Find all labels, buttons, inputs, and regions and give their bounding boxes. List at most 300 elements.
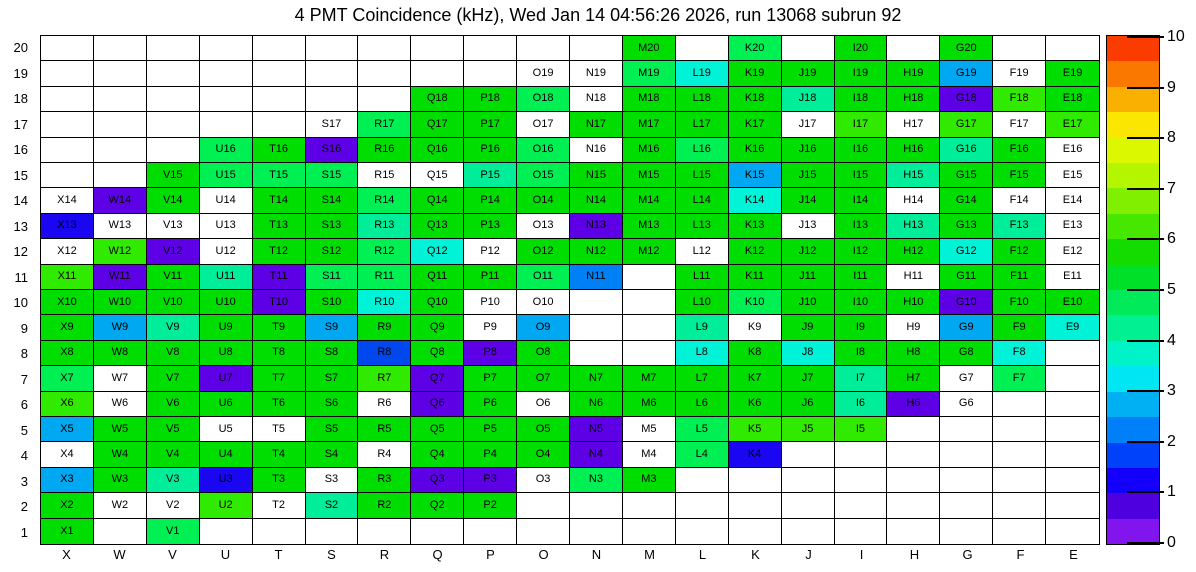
grid-cell: I7 [835, 366, 888, 391]
y-axis-tick-label: 18 [13, 91, 28, 107]
grid-cell [411, 36, 464, 61]
grid-cell: N16 [570, 138, 623, 163]
grid-cell: Q14 [411, 188, 464, 213]
grid-cell: S17 [306, 112, 359, 137]
grid-cell [782, 36, 835, 61]
colorbar-tick-label: 3 [1167, 382, 1176, 400]
grid-cell: L11 [676, 265, 729, 290]
colorbar-segment [1107, 239, 1159, 264]
grid-cell: W12 [94, 239, 147, 264]
heatmap-grid [40, 35, 1100, 545]
colorbar-segment [1107, 214, 1159, 239]
grid-cell: Q9 [411, 315, 464, 340]
grid-cell: W9 [94, 315, 147, 340]
grid-cell: I11 [835, 265, 888, 290]
grid-cell: N3 [570, 468, 623, 493]
grid-cell: L6 [676, 392, 729, 417]
grid-cell: K10 [729, 290, 782, 315]
grid-cell: L15 [676, 163, 729, 188]
x-axis-tick-label: V [168, 547, 177, 562]
grid-cell [1046, 36, 1099, 61]
grid-cell: K8 [729, 341, 782, 366]
grid-cell: X14 [41, 188, 94, 213]
grid-cell: W7 [94, 366, 147, 391]
grid-cell: Q11 [411, 265, 464, 290]
grid-cell [782, 493, 835, 518]
grid-cell: L4 [676, 442, 729, 467]
grid-cell: F10 [993, 290, 1046, 315]
grid-cell [464, 519, 517, 544]
y-axis-tick-label: 10 [13, 295, 28, 311]
grid-cell: O11 [517, 265, 570, 290]
grid-cell: O14 [517, 188, 570, 213]
grid-cell: E13 [1046, 214, 1099, 239]
grid-cell: M18 [623, 87, 676, 112]
grid-cell: E17 [1046, 112, 1099, 137]
grid-cell: R5 [358, 417, 411, 442]
grid-cell: Q2 [411, 493, 464, 518]
grid-cell [782, 519, 835, 544]
grid-cell [94, 36, 147, 61]
grid-cell: V2 [147, 493, 200, 518]
grid-cell: S3 [306, 468, 359, 493]
grid-cell: S11 [306, 265, 359, 290]
grid-cell: E14 [1046, 188, 1099, 213]
grid-cell [993, 417, 1046, 442]
grid-cell: X3 [41, 468, 94, 493]
grid-cell: K9 [729, 315, 782, 340]
colorbar-segment [1107, 468, 1159, 493]
grid-cell: K12 [729, 239, 782, 264]
grid-cell: T3 [253, 468, 306, 493]
grid-cell: K16 [729, 138, 782, 163]
grid-cell: U7 [200, 366, 253, 391]
grid-cell: V5 [147, 417, 200, 442]
grid-cell: W8 [94, 341, 147, 366]
grid-cell: Q16 [411, 138, 464, 163]
grid-cell: E9 [1046, 315, 1099, 340]
grid-cell: U9 [200, 315, 253, 340]
grid-cell: S15 [306, 163, 359, 188]
grid-cell: F13 [993, 214, 1046, 239]
grid-cell: J17 [782, 112, 835, 137]
grid-cell [570, 493, 623, 518]
grid-cell: T11 [253, 265, 306, 290]
grid-cell: O7 [517, 366, 570, 391]
grid-cell [835, 493, 888, 518]
grid-cell: G11 [940, 265, 993, 290]
colorbar-tick-label: 8 [1167, 129, 1176, 147]
grid-cell: X10 [41, 290, 94, 315]
grid-cell: R7 [358, 366, 411, 391]
x-axis-tick-label: J [805, 547, 812, 562]
grid-cell: M14 [623, 188, 676, 213]
grid-cell: T5 [253, 417, 306, 442]
grid-cell [1046, 519, 1099, 544]
grid-cell: S7 [306, 366, 359, 391]
grid-cell: M3 [623, 468, 676, 493]
grid-cell: H12 [887, 239, 940, 264]
grid-cell: S8 [306, 341, 359, 366]
grid-cell [306, 519, 359, 544]
grid-cell [306, 61, 359, 86]
grid-cell: P14 [464, 188, 517, 213]
x-axis-tick-label: Q [432, 547, 443, 562]
grid-cell: J7 [782, 366, 835, 391]
colorbar-segment [1107, 163, 1159, 188]
grid-cell [147, 112, 200, 137]
y-axis-tick-label: 17 [13, 116, 28, 132]
grid-cell [887, 493, 940, 518]
y-axis-tick-label: 1 [20, 524, 28, 540]
grid-cell: H10 [887, 290, 940, 315]
grid-cell [887, 417, 940, 442]
grid-cell: P7 [464, 366, 517, 391]
grid-cell: R6 [358, 392, 411, 417]
colorbar-segment [1107, 392, 1159, 417]
grid-cell: M20 [623, 36, 676, 61]
grid-cell [940, 468, 993, 493]
colorbar-segment [1107, 493, 1159, 518]
grid-cell: F9 [993, 315, 1046, 340]
grid-cell: F8 [993, 341, 1046, 366]
grid-cell: V4 [147, 442, 200, 467]
colorbar-segment [1107, 341, 1159, 366]
grid-cell: R4 [358, 442, 411, 467]
grid-cell: X2 [41, 493, 94, 518]
grid-cell: E19 [1046, 61, 1099, 86]
grid-cell: J6 [782, 392, 835, 417]
grid-cell: S5 [306, 417, 359, 442]
grid-cell [887, 519, 940, 544]
grid-cell [517, 36, 570, 61]
grid-cell: P10 [464, 290, 517, 315]
grid-cell: W5 [94, 417, 147, 442]
grid-cell: K5 [729, 417, 782, 442]
grid-cell: H14 [887, 188, 940, 213]
grid-cell [358, 519, 411, 544]
grid-cell: X12 [41, 239, 94, 264]
grid-cell: T10 [253, 290, 306, 315]
x-axis-tick-label: E [1069, 547, 1078, 562]
y-axis-tick-label: 12 [13, 244, 28, 260]
grid-cell: P8 [464, 341, 517, 366]
grid-cell [835, 519, 888, 544]
colorbar-tick-label: 2 [1167, 432, 1176, 450]
grid-cell: O5 [517, 417, 570, 442]
grid-cell: I14 [835, 188, 888, 213]
grid-cell: L18 [676, 87, 729, 112]
grid-cell [253, 87, 306, 112]
grid-cell: U16 [200, 138, 253, 163]
grid-cell: U11 [200, 265, 253, 290]
grid-cell: I20 [835, 36, 888, 61]
grid-cell [940, 417, 993, 442]
grid-cell [835, 468, 888, 493]
grid-cell [41, 112, 94, 137]
grid-cell [411, 61, 464, 86]
x-axis-tick-label: L [698, 547, 707, 562]
colorbar-tick-label: 5 [1167, 281, 1176, 298]
grid-cell [411, 519, 464, 544]
grid-cell: Q4 [411, 442, 464, 467]
grid-cell: T16 [253, 138, 306, 163]
grid-cell: G17 [940, 112, 993, 137]
grid-cell: K14 [729, 188, 782, 213]
grid-cell [887, 468, 940, 493]
grid-cell: L13 [676, 214, 729, 239]
colorbar-segment [1107, 366, 1159, 391]
grid-cell: Q8 [411, 341, 464, 366]
grid-cell: X1 [41, 519, 94, 544]
grid-cell: U3 [200, 468, 253, 493]
y-axis-tick-label: 14 [13, 193, 28, 209]
grid-cell [570, 519, 623, 544]
grid-cell: P5 [464, 417, 517, 442]
grid-cell: H9 [887, 315, 940, 340]
grid-cell: Q13 [411, 214, 464, 239]
grid-cell: S12 [306, 239, 359, 264]
grid-cell: P12 [464, 239, 517, 264]
x-axis-tick-label: M [644, 547, 655, 562]
grid-cell: Q18 [411, 87, 464, 112]
grid-cell [623, 290, 676, 315]
grid-cell: R9 [358, 315, 411, 340]
grid-cell: R3 [358, 468, 411, 493]
grid-cell: V13 [147, 214, 200, 239]
grid-cell: E12 [1046, 239, 1099, 264]
grid-cell: O19 [517, 61, 570, 86]
grid-cell: M5 [623, 417, 676, 442]
grid-cell: G13 [940, 214, 993, 239]
grid-cell: F16 [993, 138, 1046, 163]
grid-cell: V9 [147, 315, 200, 340]
grid-cell: I19 [835, 61, 888, 86]
grid-cell [623, 493, 676, 518]
grid-cell: F17 [993, 112, 1046, 137]
y-axis-tick-label: 16 [13, 142, 28, 158]
grid-cell: N13 [570, 214, 623, 239]
grid-cell: T15 [253, 163, 306, 188]
grid-cell: E10 [1046, 290, 1099, 315]
x-axis-tick-label: O [538, 547, 549, 562]
grid-cell: H18 [887, 87, 940, 112]
grid-cell: H11 [887, 265, 940, 290]
grid-cell [1046, 442, 1099, 467]
colorbar-tick-label: 7 [1167, 179, 1176, 197]
grid-cell [306, 87, 359, 112]
grid-cell [94, 87, 147, 112]
grid-cell: E16 [1046, 138, 1099, 163]
grid-cell: H7 [887, 366, 940, 391]
grid-cell: G12 [940, 239, 993, 264]
grid-cell: U4 [200, 442, 253, 467]
grid-cell: E18 [1046, 87, 1099, 112]
grid-cell: T4 [253, 442, 306, 467]
grid-cell [1046, 468, 1099, 493]
grid-cell: S2 [306, 493, 359, 518]
grid-cell: M12 [623, 239, 676, 264]
grid-cell: U6 [200, 392, 253, 417]
grid-cell: S4 [306, 442, 359, 467]
grid-cell [993, 442, 1046, 467]
grid-cell: L16 [676, 138, 729, 163]
grid-cell [623, 519, 676, 544]
grid-cell: S16 [306, 138, 359, 163]
grid-cell [676, 36, 729, 61]
y-axis-tick-label: 7 [20, 371, 28, 387]
grid-cell: K6 [729, 392, 782, 417]
grid-cell: O4 [517, 442, 570, 467]
grid-cell [1046, 417, 1099, 442]
grid-cell: Q5 [411, 417, 464, 442]
grid-cell: S14 [306, 188, 359, 213]
grid-cell: L19 [676, 61, 729, 86]
grid-cell [200, 36, 253, 61]
grid-cell: T2 [253, 493, 306, 518]
colorbar-segment [1107, 315, 1159, 340]
grid-cell: T14 [253, 188, 306, 213]
grid-cell: O8 [517, 341, 570, 366]
grid-cell [570, 36, 623, 61]
grid-cell: O15 [517, 163, 570, 188]
grid-cell [200, 61, 253, 86]
grid-cell [41, 36, 94, 61]
grid-cell: W10 [94, 290, 147, 315]
grid-cell [570, 290, 623, 315]
grid-cell: U14 [200, 188, 253, 213]
grid-cell: K19 [729, 61, 782, 86]
grid-cell: Q7 [411, 366, 464, 391]
grid-cell [94, 163, 147, 188]
grid-cell: O9 [517, 315, 570, 340]
grid-cell: H13 [887, 214, 940, 239]
grid-cell: U12 [200, 239, 253, 264]
y-axis-tick-label: 2 [20, 499, 28, 515]
grid-cell: X13 [41, 214, 94, 239]
grid-cell: N7 [570, 366, 623, 391]
grid-cell [41, 87, 94, 112]
grid-cell [253, 112, 306, 137]
grid-cell: Q15 [411, 163, 464, 188]
chart-title: 4 PMT Coincidence (kHz), Wed Jan 14 04:56:26 2026, run 13068 subrun 92 [294, 5, 902, 25]
grid-cell [253, 36, 306, 61]
grid-cell: H19 [887, 61, 940, 86]
grid-cell: W13 [94, 214, 147, 239]
grid-cell: S6 [306, 392, 359, 417]
grid-cell: K4 [729, 442, 782, 467]
grid-cell: J18 [782, 87, 835, 112]
grid-cell: K11 [729, 265, 782, 290]
grid-cell: R13 [358, 214, 411, 239]
grid-cell: N6 [570, 392, 623, 417]
grid-cell: J15 [782, 163, 835, 188]
grid-cell [940, 442, 993, 467]
grid-cell: V10 [147, 290, 200, 315]
grid-cell: N12 [570, 239, 623, 264]
x-axis-tick-label: I [859, 547, 864, 562]
grid-cell: L17 [676, 112, 729, 137]
grid-cell: N11 [570, 265, 623, 290]
grid-cell: F19 [993, 61, 1046, 86]
grid-cell [41, 61, 94, 86]
grid-cell: I5 [835, 417, 888, 442]
grid-cell: R11 [358, 265, 411, 290]
grid-cell: X8 [41, 341, 94, 366]
grid-cell [200, 87, 253, 112]
grid-cell: R16 [358, 138, 411, 163]
grid-cell: U5 [200, 417, 253, 442]
grid-cell: N5 [570, 417, 623, 442]
grid-cell: G19 [940, 61, 993, 86]
grid-cell: N19 [570, 61, 623, 86]
grid-cell: I17 [835, 112, 888, 137]
grid-cell: R15 [358, 163, 411, 188]
grid-cell: J13 [782, 214, 835, 239]
grid-cell [306, 36, 359, 61]
grid-cell: U10 [200, 290, 253, 315]
grid-cell: O13 [517, 214, 570, 239]
grid-cell: V3 [147, 468, 200, 493]
grid-cell: W4 [94, 442, 147, 467]
grid-cell: P11 [464, 265, 517, 290]
grid-cell [1046, 392, 1099, 417]
grid-cell: N14 [570, 188, 623, 213]
grid-cell [570, 341, 623, 366]
x-axis-tick-label: R [379, 547, 390, 562]
grid-cell [1046, 341, 1099, 366]
grid-cell: V6 [147, 392, 200, 417]
grid-cell: X5 [41, 417, 94, 442]
grid-cell [517, 519, 570, 544]
colorbar-tick-label: 1 [1167, 483, 1176, 501]
grid-cell: R17 [358, 112, 411, 137]
grid-cell: P17 [464, 112, 517, 137]
grid-cell: H17 [887, 112, 940, 137]
x-axis-tick-label: P [486, 547, 495, 562]
x-axis-tick-label: T [274, 547, 283, 562]
y-axis-labels [0, 35, 34, 545]
grid-cell [729, 468, 782, 493]
colorbar-tick-label: 10 [1167, 28, 1185, 45]
grid-cell: J14 [782, 188, 835, 213]
grid-cell: I16 [835, 138, 888, 163]
grid-cell [358, 61, 411, 86]
y-axis-tick-label: 5 [20, 422, 28, 438]
grid-cell [147, 87, 200, 112]
colorbar-segment [1107, 519, 1159, 544]
grid-cell: P13 [464, 214, 517, 239]
grid-cell [993, 392, 1046, 417]
grid-cell: G14 [940, 188, 993, 213]
grid-cell: N15 [570, 163, 623, 188]
grid-cell: K7 [729, 366, 782, 391]
grid-cell: O12 [517, 239, 570, 264]
grid-cell: O16 [517, 138, 570, 163]
colorbar-segment [1107, 61, 1159, 86]
grid-cell: O18 [517, 87, 570, 112]
grid-cell: V15 [147, 163, 200, 188]
grid-cell [623, 341, 676, 366]
grid-cell: F11 [993, 265, 1046, 290]
grid-cell [782, 468, 835, 493]
grid-cell: G20 [940, 36, 993, 61]
grid-cell: U8 [200, 341, 253, 366]
grid-cell: S10 [306, 290, 359, 315]
grid-cell [570, 315, 623, 340]
grid-cell [835, 442, 888, 467]
grid-cell [358, 36, 411, 61]
